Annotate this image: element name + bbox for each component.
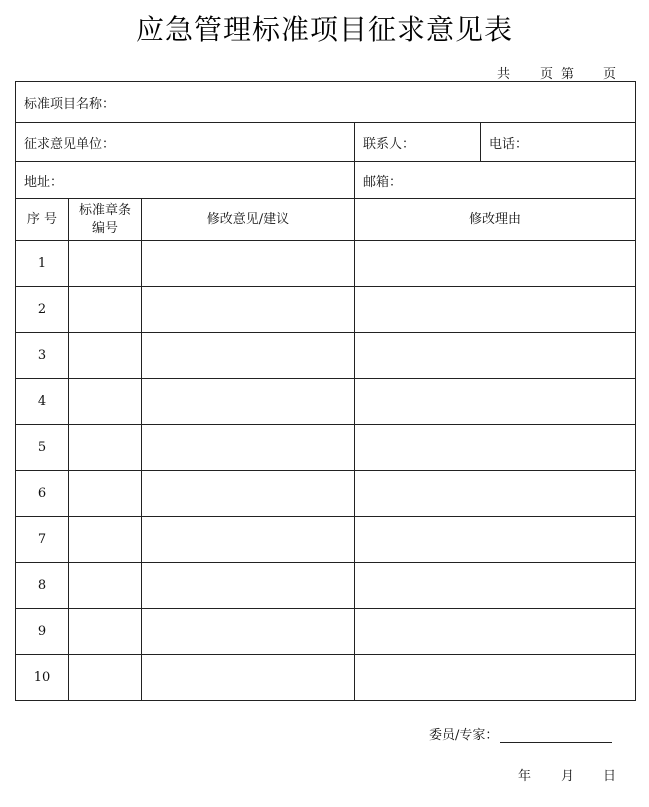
clause-cell[interactable]	[69, 425, 142, 471]
clause-cell[interactable]	[69, 517, 142, 563]
unit-row	[16, 123, 636, 162]
reason-cell[interactable]	[355, 241, 636, 287]
opinion-cell[interactable]	[142, 655, 355, 701]
table-header-row	[16, 199, 636, 241]
opinion-cell[interactable]	[142, 287, 355, 333]
clause-cell[interactable]	[69, 241, 142, 287]
opinion-cell[interactable]	[142, 563, 355, 609]
pager-page-1: 页	[540, 67, 554, 82]
unit-field[interactable]: 征求意见单位：	[16, 123, 355, 162]
opinion-cell[interactable]	[142, 471, 355, 517]
seq-cell: 10	[16, 655, 69, 701]
clause-cell[interactable]	[69, 333, 142, 379]
header-clause-no: 标准章条编号	[69, 199, 142, 241]
seq-cell: 9	[16, 609, 69, 655]
pager-total: 共	[497, 67, 511, 82]
reason-cell[interactable]	[355, 333, 636, 379]
pager-nth: 第	[561, 67, 575, 82]
table-row	[16, 609, 636, 655]
table-row	[16, 471, 636, 517]
opinion-cell[interactable]	[142, 517, 355, 563]
contact-field[interactable]: 联系人：	[355, 123, 481, 162]
header-reason: 修改理由	[355, 199, 636, 241]
seq-cell: 6	[16, 471, 69, 517]
clause-cell[interactable]	[69, 471, 142, 517]
address-field[interactable]: 地址：	[16, 162, 355, 199]
table-row	[16, 425, 636, 471]
table-row	[16, 379, 636, 425]
clause-cell[interactable]	[69, 563, 142, 609]
opinion-cell[interactable]	[142, 609, 355, 655]
seq-cell: 1	[16, 241, 69, 287]
header-opinion: 修改意见/建议	[142, 199, 355, 241]
signature-block	[429, 724, 612, 743]
opinion-cell[interactable]	[142, 241, 355, 287]
table-row	[16, 655, 636, 701]
signature-line[interactable]	[500, 728, 612, 743]
project-name-field[interactable]: 标准项目名称：	[16, 82, 636, 123]
email-field[interactable]: 邮箱：	[355, 162, 636, 199]
clause-cell[interactable]	[69, 287, 142, 333]
seq-cell: 4	[16, 379, 69, 425]
pager-page-2: 页	[603, 67, 617, 82]
header-seq: 序 号	[16, 199, 69, 241]
seq-cell: 2	[16, 287, 69, 333]
date-year: 年	[518, 769, 532, 784]
address-row	[16, 162, 636, 199]
reason-cell[interactable]	[355, 517, 636, 563]
table-row	[16, 333, 636, 379]
reason-cell[interactable]	[355, 563, 636, 609]
clause-cell[interactable]	[69, 655, 142, 701]
seq-cell: 5	[16, 425, 69, 471]
seq-cell: 7	[16, 517, 69, 563]
phone-field[interactable]: 电话：	[481, 123, 636, 162]
opinion-form-table	[15, 81, 636, 701]
table-row	[16, 517, 636, 563]
reason-cell[interactable]	[355, 609, 636, 655]
date-day: 日	[603, 769, 617, 784]
seq-cell: 3	[16, 333, 69, 379]
table-row	[16, 287, 636, 333]
signer-label: 委员/专家：	[429, 728, 499, 743]
opinion-cell[interactable]	[142, 379, 355, 425]
seq-cell: 8	[16, 563, 69, 609]
table-row	[16, 241, 636, 287]
reason-cell[interactable]	[355, 379, 636, 425]
table-row	[16, 563, 636, 609]
project-name-row	[16, 82, 636, 123]
clause-cell[interactable]	[69, 379, 142, 425]
reason-cell[interactable]	[355, 471, 636, 517]
reason-cell[interactable]	[355, 655, 636, 701]
reason-cell[interactable]	[355, 425, 636, 471]
date-month: 月	[561, 769, 575, 784]
form-title: 应急管理标准项目征求意见表	[135, 13, 513, 46]
opinion-cell[interactable]	[142, 333, 355, 379]
reason-cell[interactable]	[355, 287, 636, 333]
clause-cell[interactable]	[69, 609, 142, 655]
opinion-cell[interactable]	[142, 425, 355, 471]
